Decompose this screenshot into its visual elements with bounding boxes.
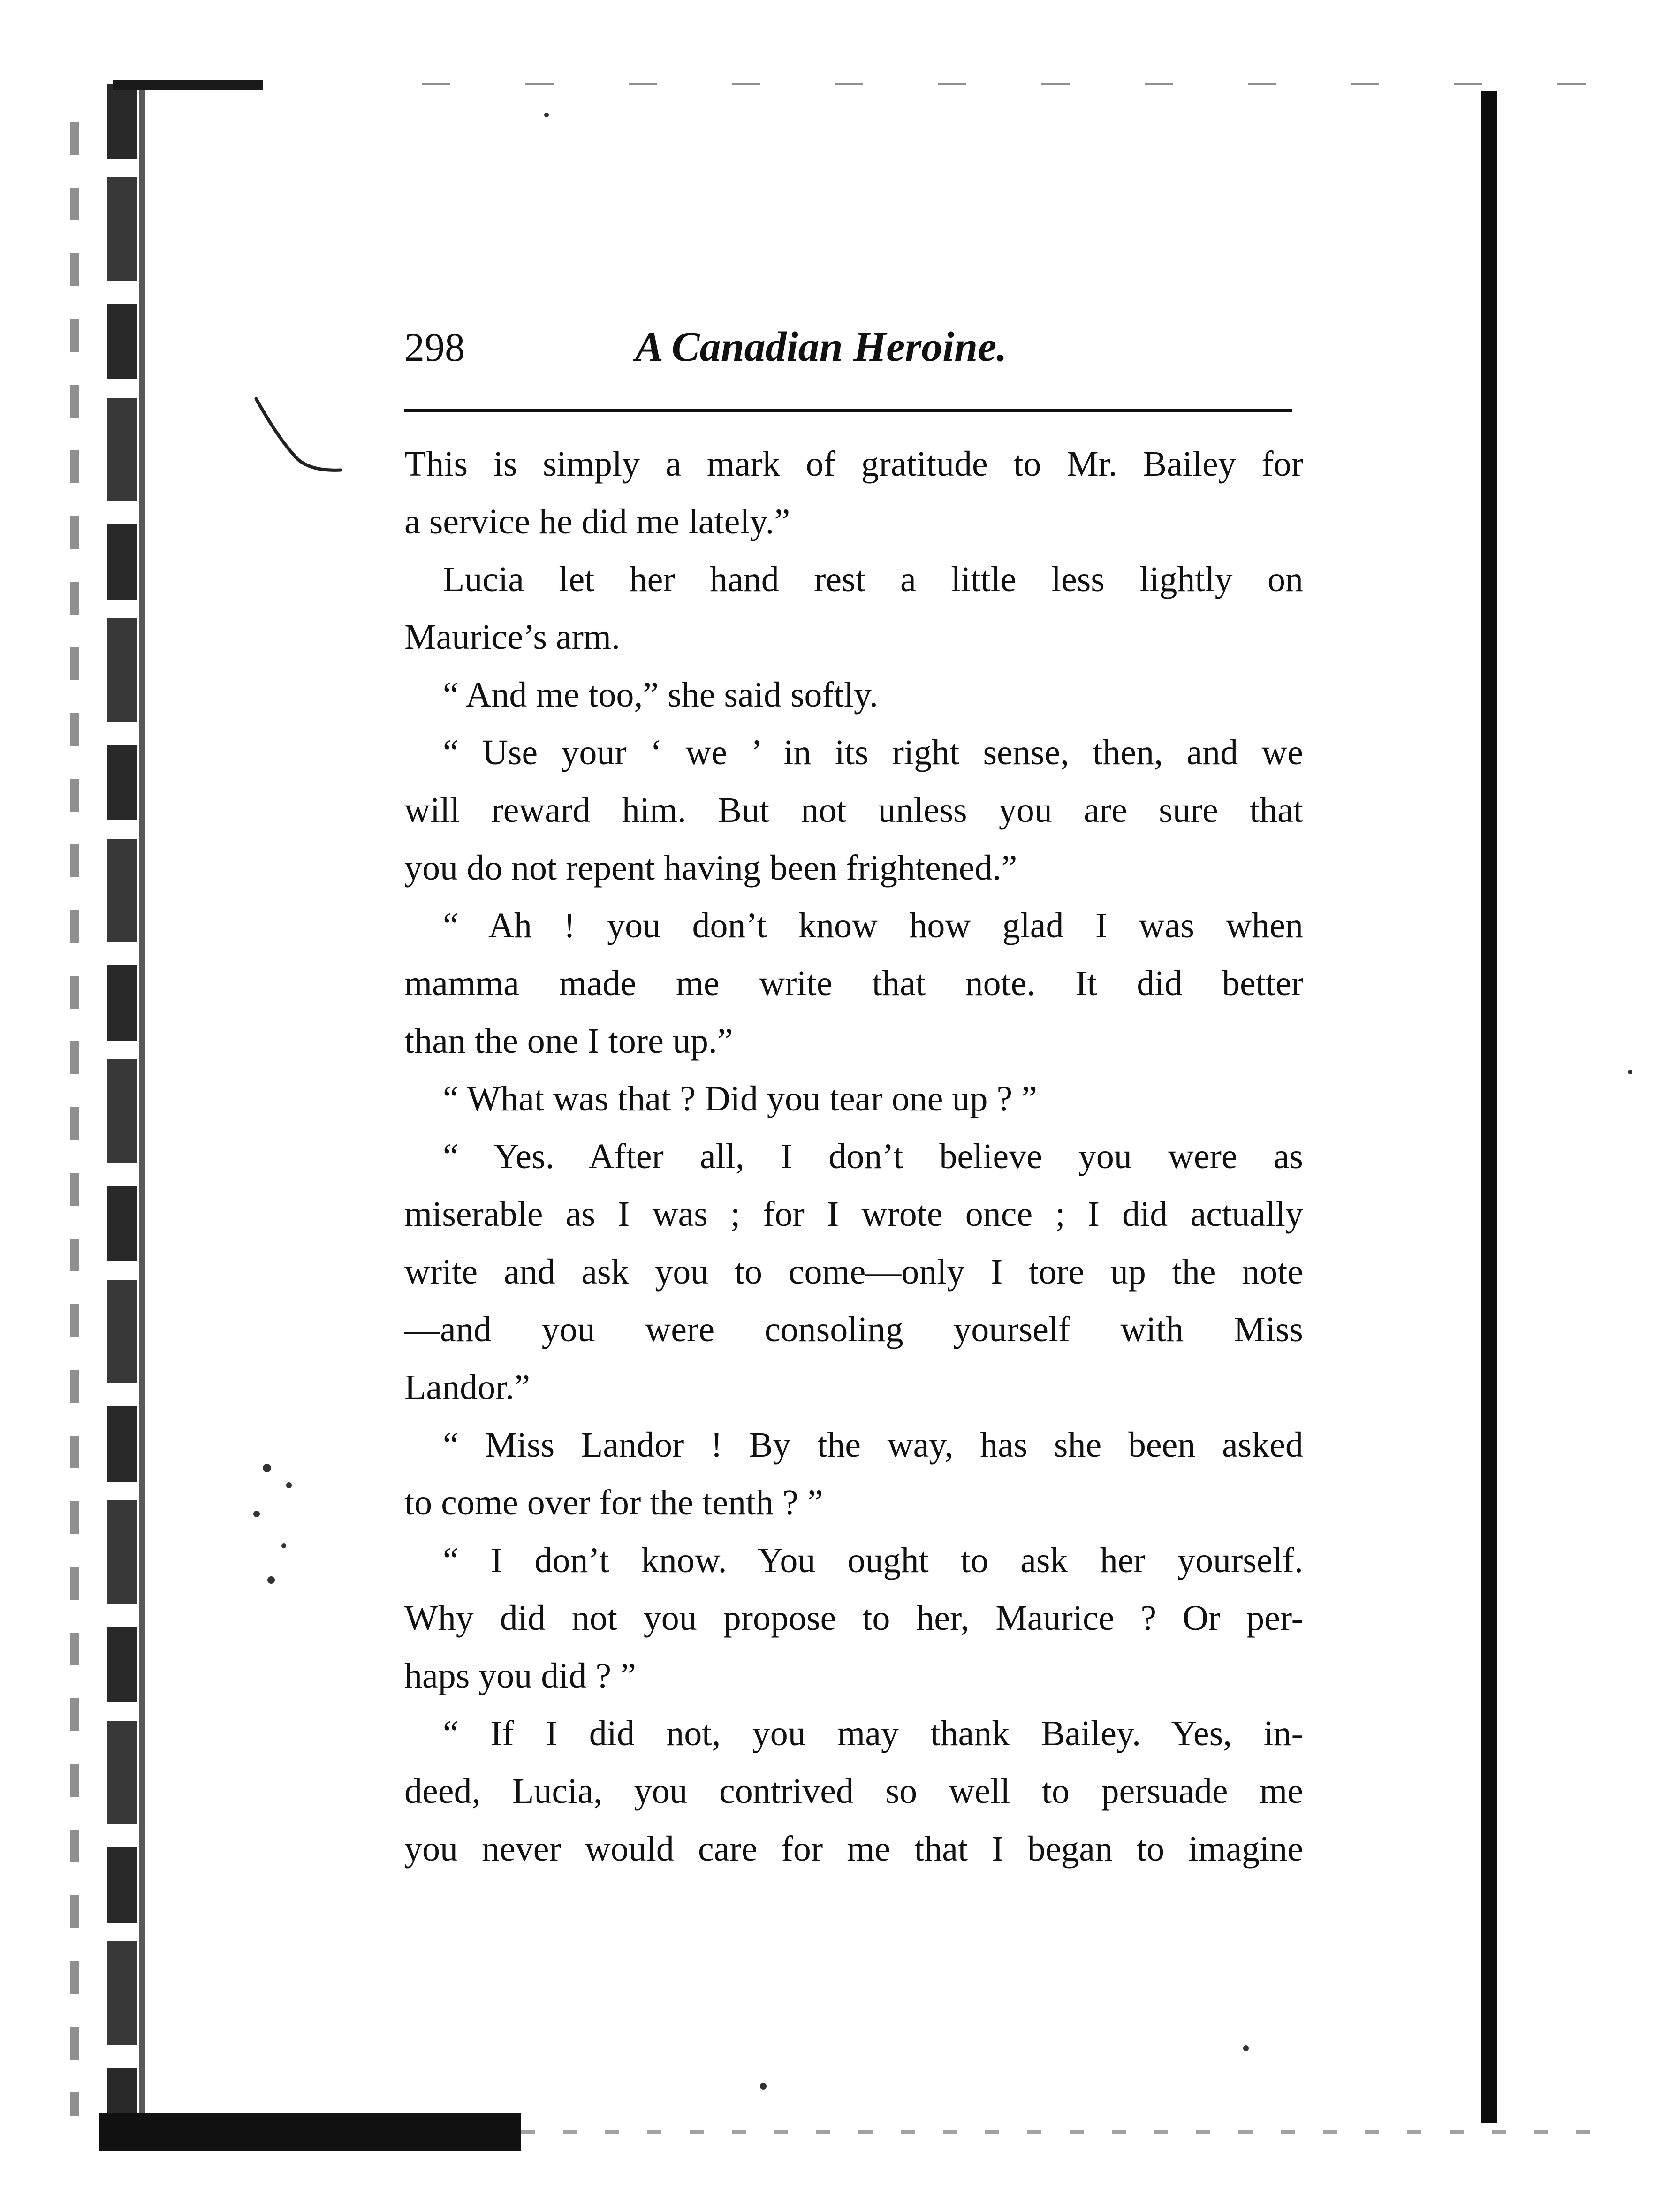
text-line: you do not repent having been frightened.”: [404, 848, 1017, 888]
scan-edge-artifact: [113, 80, 263, 90]
text-line: will reward him. But not unless you are sure that: [404, 791, 1303, 830]
text-line: miserable as I was ; for I wrote once ; I did actually: [404, 1194, 1303, 1234]
text-line: —and you were consoling yourself with Miss: [404, 1310, 1303, 1349]
text-line: “ What was that ? Did you tear one up ? ”: [443, 1079, 1037, 1118]
text-line: “ Use your ‘ we ’ in its right sense, then, and we: [443, 733, 1303, 772]
text-line: “ I don’t know. You ought to ask her yourself.: [443, 1541, 1303, 1580]
page-header: [404, 319, 1296, 380]
scan-edge-artifact: [99, 2113, 521, 2151]
scan-speckle: [286, 1482, 292, 1488]
scan-edge-artifact: [139, 84, 145, 2138]
text-line: mamma made me write that note. It did better: [404, 964, 1303, 1003]
text-line: Landor.”: [404, 1368, 531, 1407]
text-line: you never would care for me that I began to imagine: [404, 1829, 1303, 1869]
scan-speckle: [253, 1511, 260, 1517]
text-line: This is simply a mark of gratitude to Mr. Bailey for: [404, 444, 1303, 484]
page-number: 298: [404, 325, 465, 370]
text-line: a service he did me lately.”: [404, 502, 790, 541]
text-line: deed, Lucia, you contrived so well to persuade me: [404, 1771, 1303, 1811]
text-line: “ And me too,” she said softly.: [443, 675, 879, 715]
text-line: than the one I tore up.”: [404, 1021, 733, 1061]
scan-edge-artifact: [107, 84, 137, 2138]
scan-speckle: [544, 113, 549, 117]
scan-speckle: [1628, 1070, 1632, 1074]
text-line: Maurice’s arm.: [404, 617, 621, 657]
header-rule: [404, 409, 1292, 412]
text-line: write and ask you to come—only I tore up the note: [404, 1252, 1303, 1292]
text-line: to come over for the tenth ? ”: [404, 1483, 823, 1522]
running-title: A Canadian Heroine.: [635, 324, 1007, 370]
text-line: “ Ah ! you don’t know how glad I was when: [443, 906, 1303, 945]
scan-edge-artifact: [70, 122, 79, 2116]
text-line: “ If I did not, you may thank Bailey. Yes, in-: [443, 1714, 1303, 1753]
scan-edge-artifact: [422, 83, 1655, 85]
text-line: “ Yes. After all, I don’t believe you were as: [443, 1137, 1303, 1176]
pencil-mark-icon: [251, 389, 345, 483]
text-line: “ Miss Landor ! By the way, has she been asked: [443, 1425, 1303, 1465]
text-line: Lucia let her hand rest a little less lightly on: [443, 560, 1303, 599]
scan-speckle: [1243, 2045, 1249, 2051]
text-line: Why did not you propose to her, Maurice ? Or per-: [404, 1598, 1303, 1638]
text-line: haps you did ? ”: [404, 1656, 636, 1695]
scan-edge-artifact: [521, 2130, 1600, 2134]
scan-speckle: [263, 1464, 271, 1472]
scan-edge-artifact: [1481, 91, 1497, 2123]
scan-speckle: [281, 1543, 286, 1548]
body-text: [404, 435, 1303, 1878]
scan-speckle: [267, 1576, 275, 1584]
scan-speckle: [760, 2083, 767, 2090]
